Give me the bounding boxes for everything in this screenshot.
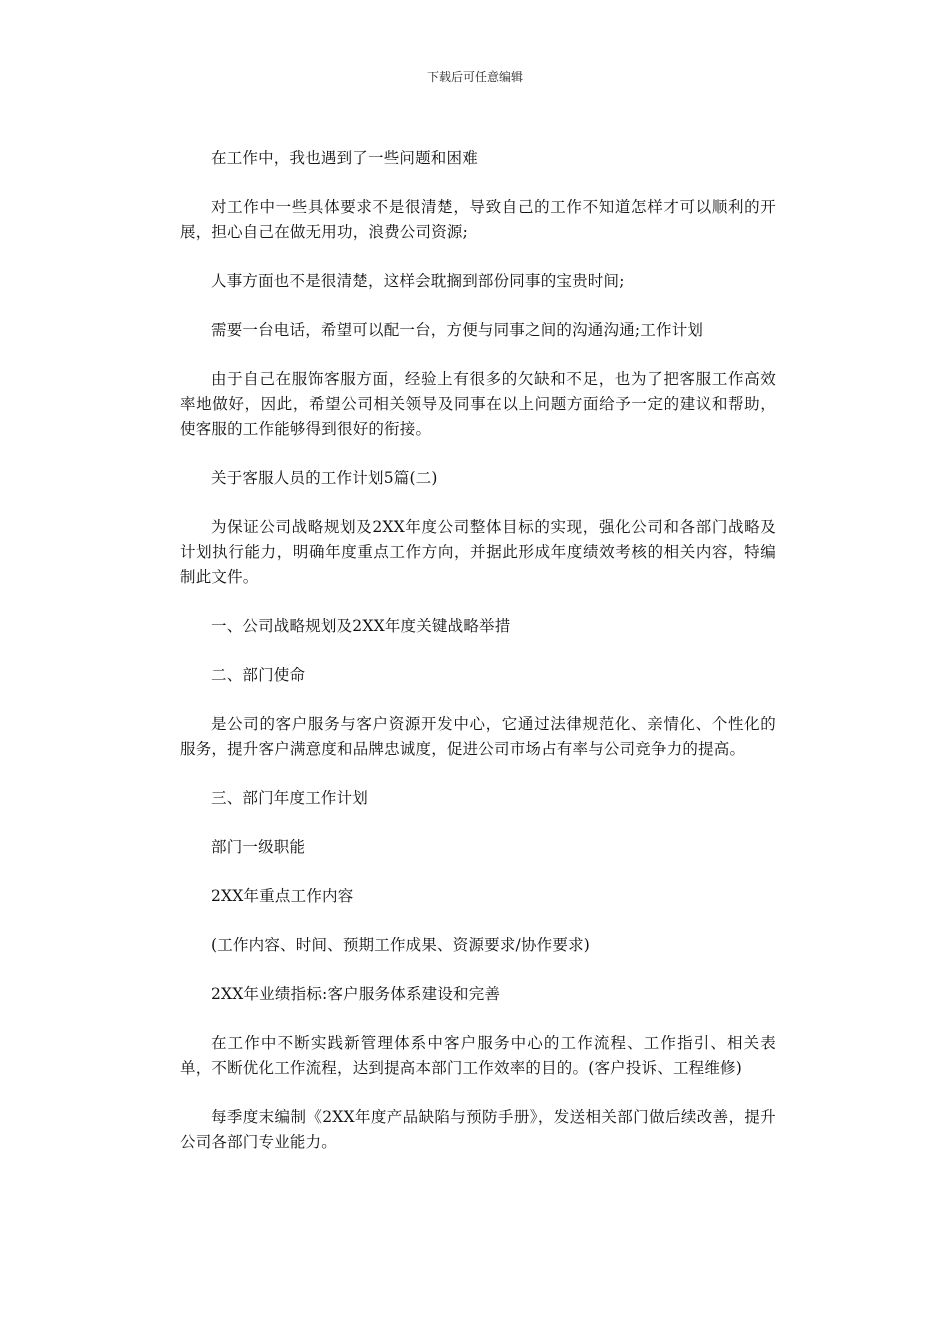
subheading: 2XX年业绩指标:客户服务体系建设和完善: [211, 985, 501, 1003]
paragraph: 在工作中不断实践新管理体系中客户服务中心的工作流程、工作指引、相关表单，不断优化工作流程，达到提高本部门工作效率的目的。(客户投诉、工程维修): [180, 1034, 776, 1077]
paragraph: 是公司的客户服务与客户资源开发中心，它通过法律规范化、亲情化、个性化的服务，提升客户满意度和品牌忠诚度，促进公司市场占有率与公司竞争力的提高。: [180, 715, 776, 758]
section-heading: 三、部门年度工作计划: [211, 789, 369, 807]
subheading: 部门一级职能: [211, 838, 306, 856]
paragraph: 为保证公司战略规划及2XX年度公司整体目标的实现，强化公司和各部门战略及计划执行能力，明确年度重点工作方向，并据此形成年度绩效考核的相关内容，特编制此文件。: [180, 518, 776, 586]
subheading: 2XX年重点工作内容: [211, 887, 354, 905]
paragraph: 需要一台电话，希望可以配一台，方便与同事之间的沟通沟通;工作计划: [211, 321, 704, 339]
section-heading: 二、部门使命: [211, 666, 306, 684]
section-title: 关于客服人员的工作计划5篇(二): [211, 469, 438, 487]
paragraph: 人事方面也不是很清楚，这样会耽搁到部份同事的宝贵时间;: [211, 272, 625, 290]
paragraph: 由于自己在服饰客服方面，经验上有很多的欠缺和不足，也为了把客服工作高效率地做好，因此，希望公司相关领导及同事在以上问题方面给予一定的建议和帮助，使客服的工作能够得到很好的衔接。: [180, 370, 776, 438]
paragraph: 在工作中，我也遇到了一些问题和困难: [211, 149, 478, 167]
document-body: [180, 146, 776, 1179]
page-header: 下载后可任意编辑: [426, 70, 523, 84]
paragraph: 对工作中一些具体要求不是很清楚，导致自己的工作不知道怎样才可以顺利的开展，担心自己在做无用功，浪费公司资源;: [180, 198, 776, 241]
paragraph: 每季度末编制《2XX年度产品缺陷与预防手册》，发送相关部门做后续改善，提升公司各部门专业能力。: [180, 1108, 776, 1151]
section-heading: 一、公司战略规划及2XX年度关键战略举措: [211, 617, 511, 635]
paragraph: (工作内容、时间、预期工作成果、资源要求/协作要求): [211, 936, 591, 954]
